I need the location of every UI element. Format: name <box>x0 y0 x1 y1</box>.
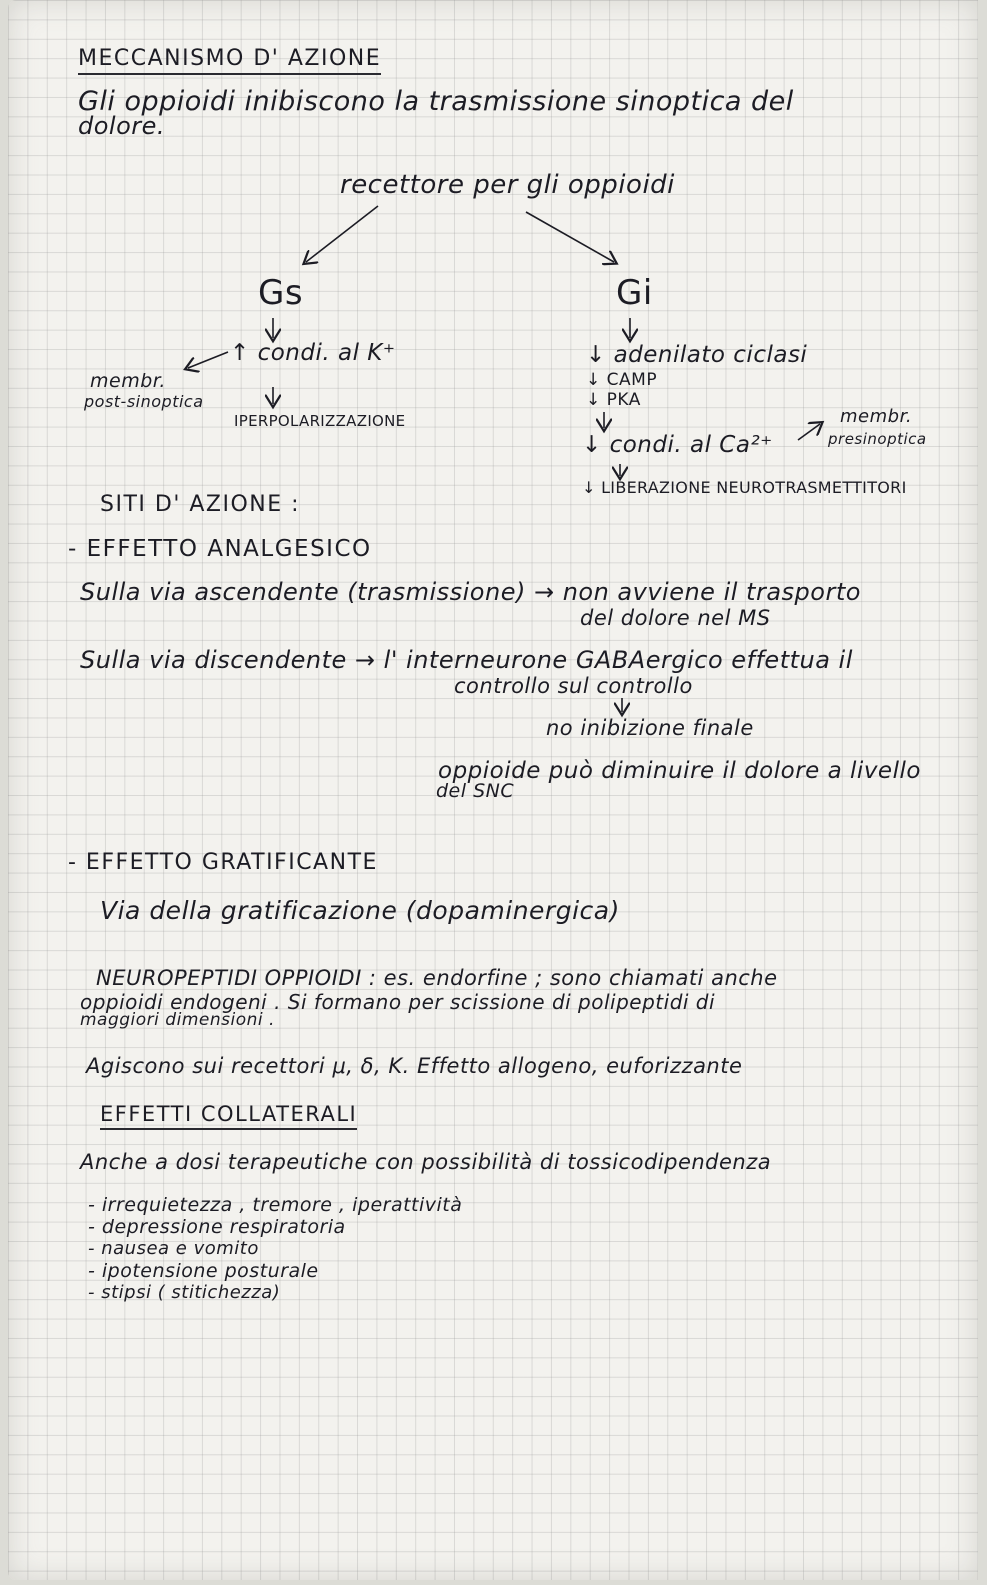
side-effect-item: - ipotensione posturale <box>88 1260 319 1282</box>
side-effect-item: - nausea e vomito <box>88 1238 259 1259</box>
desc-line-3: no inibizione finale <box>546 716 754 740</box>
asc-line-2: del dolore nel MS <box>580 606 771 630</box>
gi-step4: ↓ condi. al Ca²⁺ <box>582 432 773 458</box>
side-effects-title: EFFETTI COLLATERALI <box>100 1104 357 1130</box>
gi-step2: ↓ CAMP <box>586 370 658 390</box>
gi-side-1: membr. <box>840 406 913 427</box>
gi-step1: ↓ adenilato ciclasi <box>586 342 808 368</box>
sites-title: SITI D' AZIONE : <box>100 492 301 517</box>
reward-heading: - EFFETTO GRATIFICANTE <box>68 850 378 875</box>
side-effect-item: - stipsi ( stitichezza) <box>88 1282 281 1303</box>
gi-side-2: presinoptica <box>828 430 927 448</box>
side-effects-intro: Anche a dosi terapeutiche con possibilità di tossicodipendenza <box>80 1150 772 1174</box>
desc-line-2: controllo sul controllo <box>454 674 693 698</box>
neuropeptides-line-3: maggiori dimensioni . <box>80 1010 275 1030</box>
snc-line-1: oppioide può diminuire il dolore a livello <box>438 758 921 784</box>
asc-line-1: Sulla via ascendente (trasmissione) → non avviene il trasporto <box>80 578 861 606</box>
receptor-label: recettore per gli oppioidi <box>340 170 675 200</box>
snc-arrow <box>8 0 978 760</box>
gi-step5: ↓ LIBERAZIONE NEUROTRASMETTITORI <box>582 478 907 497</box>
analgesic-heading: - EFFETTO ANALGESICO <box>68 536 372 562</box>
neuropeptides-line-1: NEUROPEPTIDI OPPIOIDI : es. endorfine ; sono chiamati anche <box>96 966 778 990</box>
snc-line-2: del SNC <box>436 780 515 802</box>
gs-side-1: membr. <box>90 370 166 392</box>
gs-side-2: post-sinoptica <box>84 392 204 411</box>
intro-line-1: Gli oppioidi inibiscono la trasmissione sinoptica del <box>78 86 794 117</box>
neuropeptides-line-2: oppioidi endogeni . Si formano per scissione di polipeptidi di <box>80 990 716 1014</box>
reward-line: Via della gratificazione (dopaminergica) <box>100 896 620 925</box>
notebook-page <box>8 0 978 1580</box>
gs-step1: ↑ condi. al K⁺ <box>230 340 396 366</box>
gs-label: Gs <box>258 273 304 313</box>
side-effect-item: - irrequietezza , tremore , iperattività <box>88 1194 463 1216</box>
gi-label: Gi <box>616 273 653 313</box>
gi-step3: ↓ PKA <box>586 390 641 410</box>
side-effect-item: - depressione respiratoria <box>88 1216 346 1238</box>
mechanism-title: MECCANISMO D' AZIONE <box>78 48 381 75</box>
neuropeptides-line-4: Agiscono sui recettori μ, δ, K. Effetto allogeno, euforizzante <box>86 1054 743 1078</box>
intro-line-2: dolore. <box>78 112 166 140</box>
gs-step2: IPERPOLARIZZAZIONE <box>234 412 406 430</box>
desc-line-1: Sulla via discendente → l' interneurone GABAergico effettua il <box>80 646 853 674</box>
